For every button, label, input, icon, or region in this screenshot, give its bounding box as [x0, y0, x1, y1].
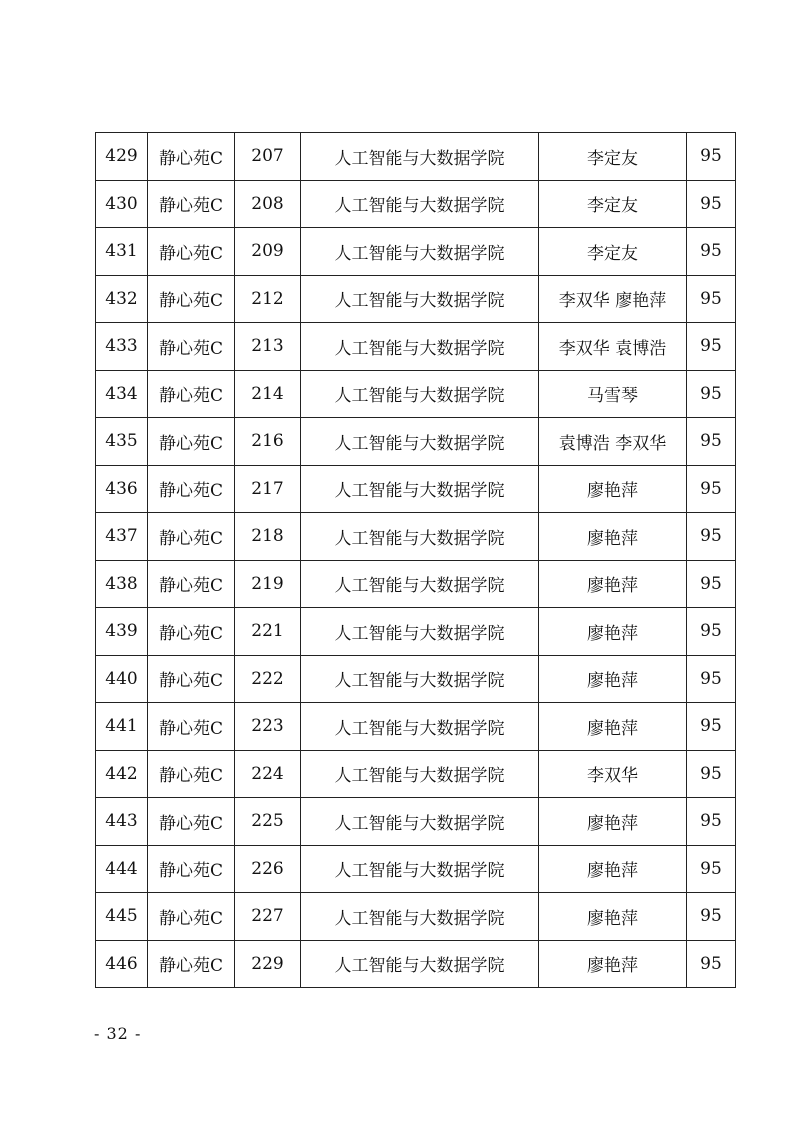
cell-college: 人工智能与大数据学院	[301, 323, 539, 371]
cell-building: 静心苑C	[148, 750, 235, 798]
cell-score: 95	[687, 133, 736, 181]
cell-teacher-name: 李双华 廖艳萍	[539, 275, 687, 323]
cell-teacher-name: 廖艳萍	[539, 703, 687, 751]
cell-room: 224	[235, 750, 301, 798]
cell-building: 静心苑C	[148, 370, 235, 418]
cell-room: 223	[235, 703, 301, 751]
cell-number: 439	[96, 608, 148, 656]
table-row	[96, 940, 736, 988]
cell-building: 静心苑C	[148, 418, 235, 466]
table-row	[96, 655, 736, 703]
table-row	[96, 228, 736, 276]
cell-room: 216	[235, 418, 301, 466]
cell-room: 221	[235, 608, 301, 656]
cell-score: 95	[687, 275, 736, 323]
cell-number: 445	[96, 893, 148, 941]
cell-building: 静心苑C	[148, 940, 235, 988]
table-row	[96, 370, 736, 418]
cell-college: 人工智能与大数据学院	[301, 180, 539, 228]
cell-room: 208	[235, 180, 301, 228]
cell-room: 219	[235, 560, 301, 608]
cell-room: 225	[235, 798, 301, 846]
cell-number: 440	[96, 655, 148, 703]
cell-college: 人工智能与大数据学院	[301, 655, 539, 703]
cell-building: 静心苑C	[148, 845, 235, 893]
cell-teacher-name: 李双华 袁博浩	[539, 323, 687, 371]
cell-building: 静心苑C	[148, 180, 235, 228]
cell-number: 435	[96, 418, 148, 466]
cell-college: 人工智能与大数据学院	[301, 275, 539, 323]
dormitory-score-table	[95, 132, 736, 988]
cell-room: 226	[235, 845, 301, 893]
cell-room: 218	[235, 513, 301, 561]
cell-number: 429	[96, 133, 148, 181]
cell-score: 95	[687, 845, 736, 893]
cell-number: 432	[96, 275, 148, 323]
cell-teacher-name: 廖艳萍	[539, 560, 687, 608]
cell-college: 人工智能与大数据学院	[301, 560, 539, 608]
cell-college: 人工智能与大数据学院	[301, 893, 539, 941]
cell-room: 213	[235, 323, 301, 371]
table-row	[96, 750, 736, 798]
cell-teacher-name: 廖艳萍	[539, 940, 687, 988]
table-row	[96, 418, 736, 466]
table-row	[96, 703, 736, 751]
cell-score: 95	[687, 323, 736, 371]
cell-college: 人工智能与大数据学院	[301, 133, 539, 181]
cell-teacher-name: 廖艳萍	[539, 893, 687, 941]
table-row	[96, 133, 736, 181]
cell-score: 95	[687, 370, 736, 418]
cell-teacher-name: 李双华	[539, 750, 687, 798]
cell-score: 95	[687, 228, 736, 276]
table-row	[96, 608, 736, 656]
cell-college: 人工智能与大数据学院	[301, 418, 539, 466]
cell-college: 人工智能与大数据学院	[301, 940, 539, 988]
cell-teacher-name: 李定友	[539, 133, 687, 181]
cell-building: 静心苑C	[148, 513, 235, 561]
cell-teacher-name: 马雪琴	[539, 370, 687, 418]
cell-score: 95	[687, 560, 736, 608]
cell-college: 人工智能与大数据学院	[301, 750, 539, 798]
cell-number: 431	[96, 228, 148, 276]
cell-building: 静心苑C	[148, 275, 235, 323]
cell-room: 222	[235, 655, 301, 703]
cell-number: 438	[96, 560, 148, 608]
cell-college: 人工智能与大数据学院	[301, 845, 539, 893]
cell-teacher-name: 廖艳萍	[539, 465, 687, 513]
cell-building: 静心苑C	[148, 608, 235, 656]
cell-college: 人工智能与大数据学院	[301, 228, 539, 276]
cell-score: 95	[687, 513, 736, 561]
cell-college: 人工智能与大数据学院	[301, 798, 539, 846]
cell-building: 静心苑C	[148, 228, 235, 276]
table-row	[96, 465, 736, 513]
cell-teacher-name: 袁博浩 李双华	[539, 418, 687, 466]
cell-building: 静心苑C	[148, 133, 235, 181]
table-row	[96, 798, 736, 846]
cell-teacher-name: 廖艳萍	[539, 608, 687, 656]
cell-number: 433	[96, 323, 148, 371]
cell-score: 95	[687, 418, 736, 466]
cell-college: 人工智能与大数据学院	[301, 513, 539, 561]
cell-number: 430	[96, 180, 148, 228]
cell-room: 207	[235, 133, 301, 181]
cell-building: 静心苑C	[148, 655, 235, 703]
cell-score: 95	[687, 703, 736, 751]
cell-teacher-name: 李定友	[539, 228, 687, 276]
cell-number: 444	[96, 845, 148, 893]
page-number: - 32 -	[94, 1024, 142, 1043]
table-row	[96, 560, 736, 608]
cell-score: 95	[687, 655, 736, 703]
cell-college: 人工智能与大数据学院	[301, 370, 539, 418]
cell-building: 静心苑C	[148, 798, 235, 846]
table-row	[96, 513, 736, 561]
cell-room: 229	[235, 940, 301, 988]
cell-room: 227	[235, 893, 301, 941]
cell-score: 95	[687, 940, 736, 988]
cell-room: 212	[235, 275, 301, 323]
table-row	[96, 845, 736, 893]
table-row	[96, 275, 736, 323]
cell-room: 209	[235, 228, 301, 276]
cell-college: 人工智能与大数据学院	[301, 608, 539, 656]
cell-score: 95	[687, 750, 736, 798]
cell-building: 静心苑C	[148, 323, 235, 371]
cell-college: 人工智能与大数据学院	[301, 465, 539, 513]
cell-number: 441	[96, 703, 148, 751]
cell-room: 217	[235, 465, 301, 513]
cell-teacher-name: 廖艳萍	[539, 845, 687, 893]
cell-number: 442	[96, 750, 148, 798]
cell-number: 436	[96, 465, 148, 513]
table-row	[96, 323, 736, 371]
cell-number: 446	[96, 940, 148, 988]
cell-score: 95	[687, 893, 736, 941]
table-row	[96, 180, 736, 228]
cell-number: 443	[96, 798, 148, 846]
cell-number: 434	[96, 370, 148, 418]
cell-building: 静心苑C	[148, 465, 235, 513]
cell-teacher-name: 廖艳萍	[539, 655, 687, 703]
cell-building: 静心苑C	[148, 893, 235, 941]
cell-teacher-name: 廖艳萍	[539, 798, 687, 846]
table-row	[96, 893, 736, 941]
cell-teacher-name: 廖艳萍	[539, 513, 687, 561]
cell-score: 95	[687, 608, 736, 656]
cell-teacher-name: 李定友	[539, 180, 687, 228]
table-body	[96, 133, 736, 988]
cell-building: 静心苑C	[148, 560, 235, 608]
cell-score: 95	[687, 180, 736, 228]
cell-number: 437	[96, 513, 148, 561]
cell-score: 95	[687, 465, 736, 513]
cell-score: 95	[687, 798, 736, 846]
cell-building: 静心苑C	[148, 703, 235, 751]
cell-college: 人工智能与大数据学院	[301, 703, 539, 751]
cell-room: 214	[235, 370, 301, 418]
